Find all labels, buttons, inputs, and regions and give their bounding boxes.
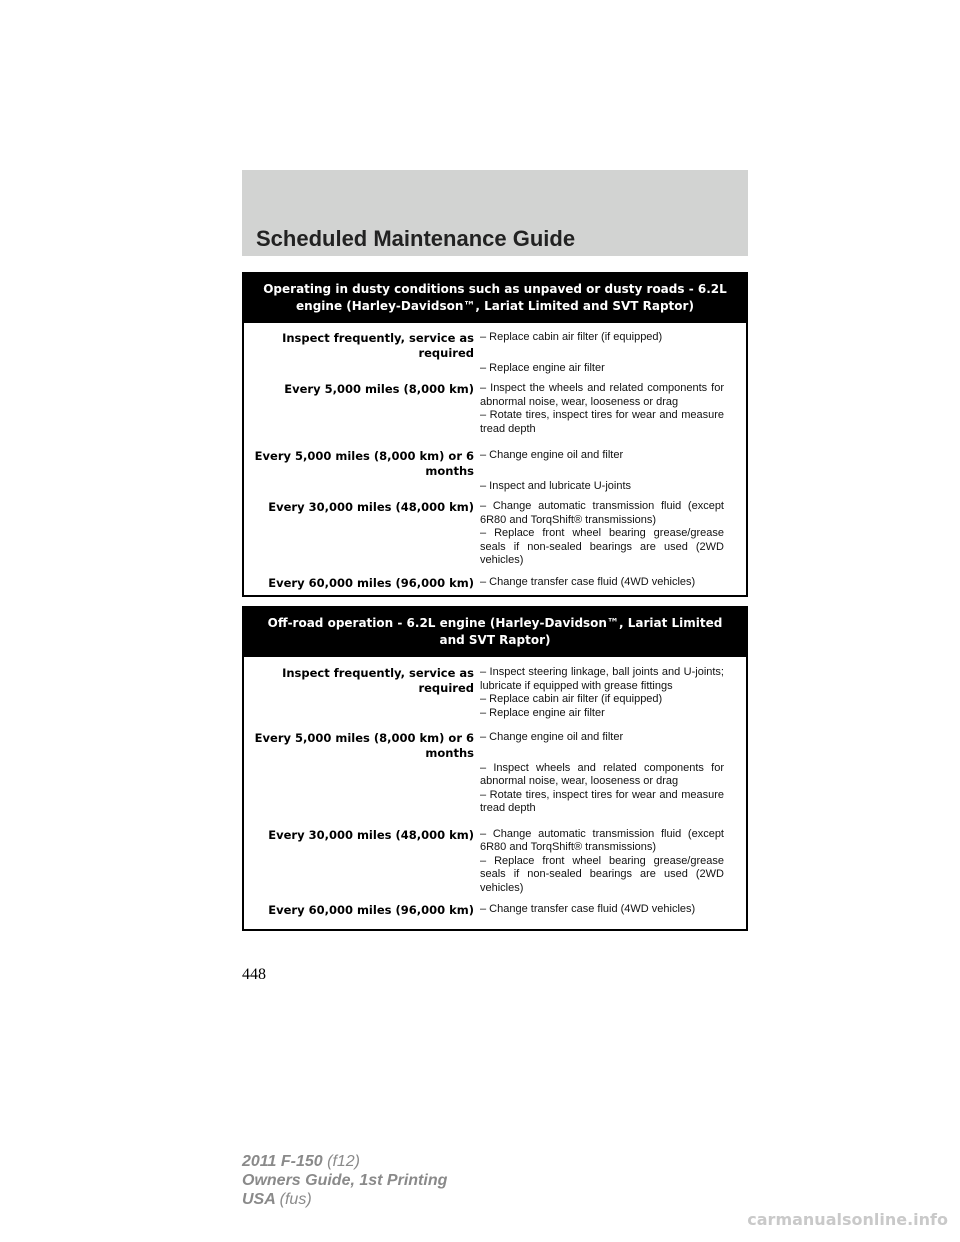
task-item: – Replace cabin air filter (if equipped): [480, 693, 663, 705]
table-row: [244, 576, 746, 591]
task-item: – Change transfer case fluid (4WD vehicles): [480, 903, 696, 915]
task-item: – Inspect and lubricate U-joints: [480, 479, 632, 492]
table-row: [244, 903, 746, 918]
table-row: [244, 449, 746, 493]
task-list: [480, 903, 730, 918]
task-list: [480, 382, 730, 436]
task-list: [480, 666, 730, 720]
task-list: [480, 828, 730, 896]
task-list: [480, 576, 730, 591]
table-row: [244, 500, 746, 568]
table-row: [244, 666, 746, 720]
interval-label: Inspect frequently, service as required: [282, 331, 474, 360]
task-item: – Inspect the wheels and related components for abnormal noise, wear, looseness or drag: [480, 382, 724, 408]
page-number: 448: [242, 966, 266, 983]
task-item: – Change engine oil and filter: [480, 731, 624, 743]
table-heading: Off-road operation - 6.2L engine (Harley-Davidson™, Lariat Limited and SVT Raptor): [244, 608, 746, 657]
print-imprint: [242, 1152, 542, 1209]
maintenance-table-dusty: [242, 272, 748, 597]
task-item: – Inspect steering linkage, ball joints and U-joints; lubricate if equipped with grease fittings: [480, 666, 724, 692]
table-row: [244, 731, 746, 816]
task-item: – Rotate tires, inspect tires for wear and measure tread depth: [480, 409, 724, 435]
task-item: – Replace engine air filter: [480, 706, 605, 719]
task-item: – Change automatic transmission fluid (except 6R80 and TorqShift® transmissions): [480, 827, 724, 853]
interval-label: Every 30,000 miles (48,000 km): [268, 500, 474, 514]
task-item: – Inspect wheels and related components for abnormal noise, wear, looseness or drag: [480, 761, 724, 787]
task-list: [480, 731, 730, 816]
table-row: [244, 331, 746, 375]
task-item: – Rotate tires, inspect tires for wear and measure tread depth: [480, 788, 724, 814]
table-row: [244, 828, 746, 896]
page-title: Scheduled Maintenance Guide: [256, 226, 576, 251]
imprint-market-code: (fus): [279, 1191, 312, 1208]
imprint-model: 2011 F-150: [242, 1153, 323, 1170]
task-item: – Change automatic transmission fluid (except 6R80 and TorqShift® transmissions): [480, 500, 724, 526]
task-list: [480, 449, 730, 493]
task-item: – Change transfer case fluid (4WD vehicles): [480, 575, 696, 588]
interval-label: Every 5,000 miles (8,000 km): [284, 382, 474, 396]
task-item: – Replace engine air filter: [480, 361, 605, 374]
task-list: [480, 331, 730, 375]
interval-label: Every 5,000 miles (8,000 km) or 6 months: [254, 449, 474, 478]
task-item: – Replace cabin air filter (if equipped): [480, 331, 663, 343]
interval-label: Every 30,000 miles (48,000 km): [268, 827, 474, 842]
imprint-line-model: [242, 1152, 542, 1171]
task-item: – Replace front wheel bearing grease/grease seals if non-sealed bearings are used (2WD vehicles): [480, 854, 724, 894]
interval-label: Every 60,000 miles (96,000 km): [268, 903, 474, 917]
section-header-bar: [242, 170, 748, 256]
interval-label: Every 5,000 miles (8,000 km) or 6 months: [254, 731, 474, 760]
task-item: – Change engine oil and filter: [480, 449, 624, 461]
imprint-market: USA: [242, 1191, 276, 1208]
imprint-line-edition: Owners Guide, 1st Printing: [242, 1172, 448, 1189]
task-item: – Replace front wheel bearing grease/grease seals if non-sealed bearings are used (2WD vehicles): [480, 527, 724, 566]
interval-label: Inspect frequently, service as required: [282, 666, 474, 695]
table-heading: Operating in dusty conditions such as unpaved or dusty roads - 6.2L engine (Harley-Davidson™, Lariat Limited and SVT Raptor): [244, 274, 746, 323]
maintenance-table-offroad: [242, 606, 748, 931]
imprint-model-code: (f12): [327, 1153, 361, 1170]
site-watermark: carmanualsonline.info: [747, 1210, 948, 1229]
interval-label: Every 60,000 miles (96,000 km): [268, 575, 474, 590]
imprint-line-market: [242, 1190, 542, 1209]
table-row: [244, 382, 746, 436]
task-list: [480, 500, 730, 568]
